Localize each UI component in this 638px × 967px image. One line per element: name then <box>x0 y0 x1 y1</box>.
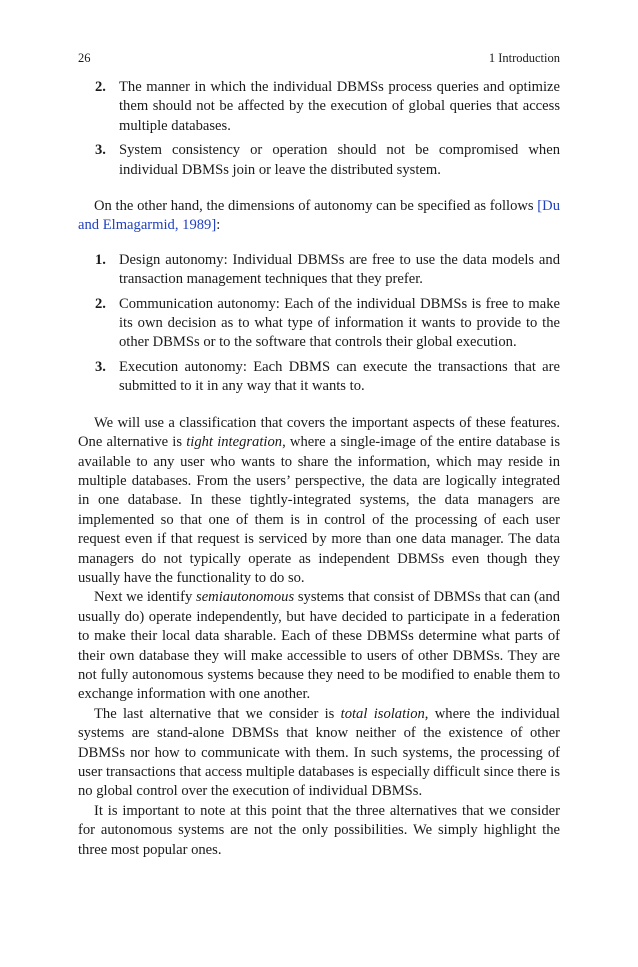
emphasis-term: semiautonomous <box>196 589 295 606</box>
list-item <box>95 251 560 290</box>
paragraph-text: , where a single-image of the entire database is available to any user who wants to share the information, which may reside in multiple databases. From the users’ perspective, the data are logically integrated in one database. In these tightly-integrated systems, the data managers are implemented so that one of them is in control of the processing of each user request even if that request is serviced by more than one data manager. The data managers do not typically operate as independent DBMSs even though they usually have the functionality to do so. <box>78 434 560 586</box>
paragraph-text: On the other hand, the dimensions of autonomy can be specified as follows <box>94 198 538 215</box>
list-number: 2. <box>95 295 106 312</box>
list-number: 3. <box>95 142 106 159</box>
citation-link[interactable]: [Du and Elmagarmid, 1989] <box>78 198 560 234</box>
paragraph-autonomy-dimensions <box>78 197 560 236</box>
paragraph-text: : <box>216 217 221 234</box>
list-item-text: System consistency or operation should not be compromised when individual DBMSs join or leave the distributed system. <box>119 142 560 178</box>
list-item <box>95 78 560 136</box>
emphasis-term: tight integration <box>186 434 283 451</box>
paragraph-text: Next we identify <box>94 589 197 606</box>
list-number: 3. <box>95 358 106 375</box>
paragraph-text: We will use a classification that covers the important aspects of these features. One alternative is <box>78 414 560 451</box>
paragraph-semiautonomous <box>78 588 560 704</box>
chapter-title: 1 Introduction <box>488 51 560 65</box>
list-item-text: The manner in which the individual DBMSs process queries and optimize them should not be affected by the execution of global queries that access multiple databases. <box>119 79 560 134</box>
requirements-list <box>78 78 560 180</box>
list-item <box>95 141 560 180</box>
body-text <box>78 78 560 860</box>
list-item <box>95 358 560 397</box>
list-number: 2. <box>95 79 106 95</box>
emphasis-term: total isolation <box>340 705 425 722</box>
paragraph-final: It is important to note at this point that the three alternatives that we consider for autonomous systems are not the only possibilities. We simply highlight the three most popular ones. <box>78 802 560 858</box>
autonomy-dimensions-list <box>78 251 560 397</box>
list-item-text: Communication autonomy: Each of the individual DBMSs is free to make its own decision as to what type of information it wants to provide to the other DBMSs or to the software that controls their global execution. <box>119 295 560 351</box>
paragraph-total-isolation <box>78 705 560 802</box>
list-item-text: Execution autonomy: Each DBMS can execute the transactions that are submitted to it in any way that it wants to. <box>119 358 560 395</box>
page-number: 26 <box>78 51 91 65</box>
paragraph-text: systems that consist of DBMSs that can (and usually do) operate independently, but have decided to participate in a federation to make their local data sharable. Each of these DBMSs determine what parts of their own database they will make accessible to users of other DBMSs. They are not fully autonomous systems because they need to be modified to enable them to exchange information with one another. <box>78 589 560 703</box>
paragraph-text: The last alternative that we consider is <box>94 705 341 722</box>
list-item <box>95 295 560 353</box>
paragraph-text: , where the individual systems are stand-alone DBMSs that know neither of the existence of other DBMSs nor how to communicate with them. In such systems, the processing of user transactions that access multiple databases is especially difficult since there is no global control over the execution of individual DBMSs. <box>78 705 560 800</box>
list-item-text: Design autonomy: Individual DBMSs are free to use the data models and transaction management techniques that they prefer. <box>119 251 560 288</box>
list-number: 1. <box>95 251 106 268</box>
paragraph-tight-integration <box>78 414 560 589</box>
